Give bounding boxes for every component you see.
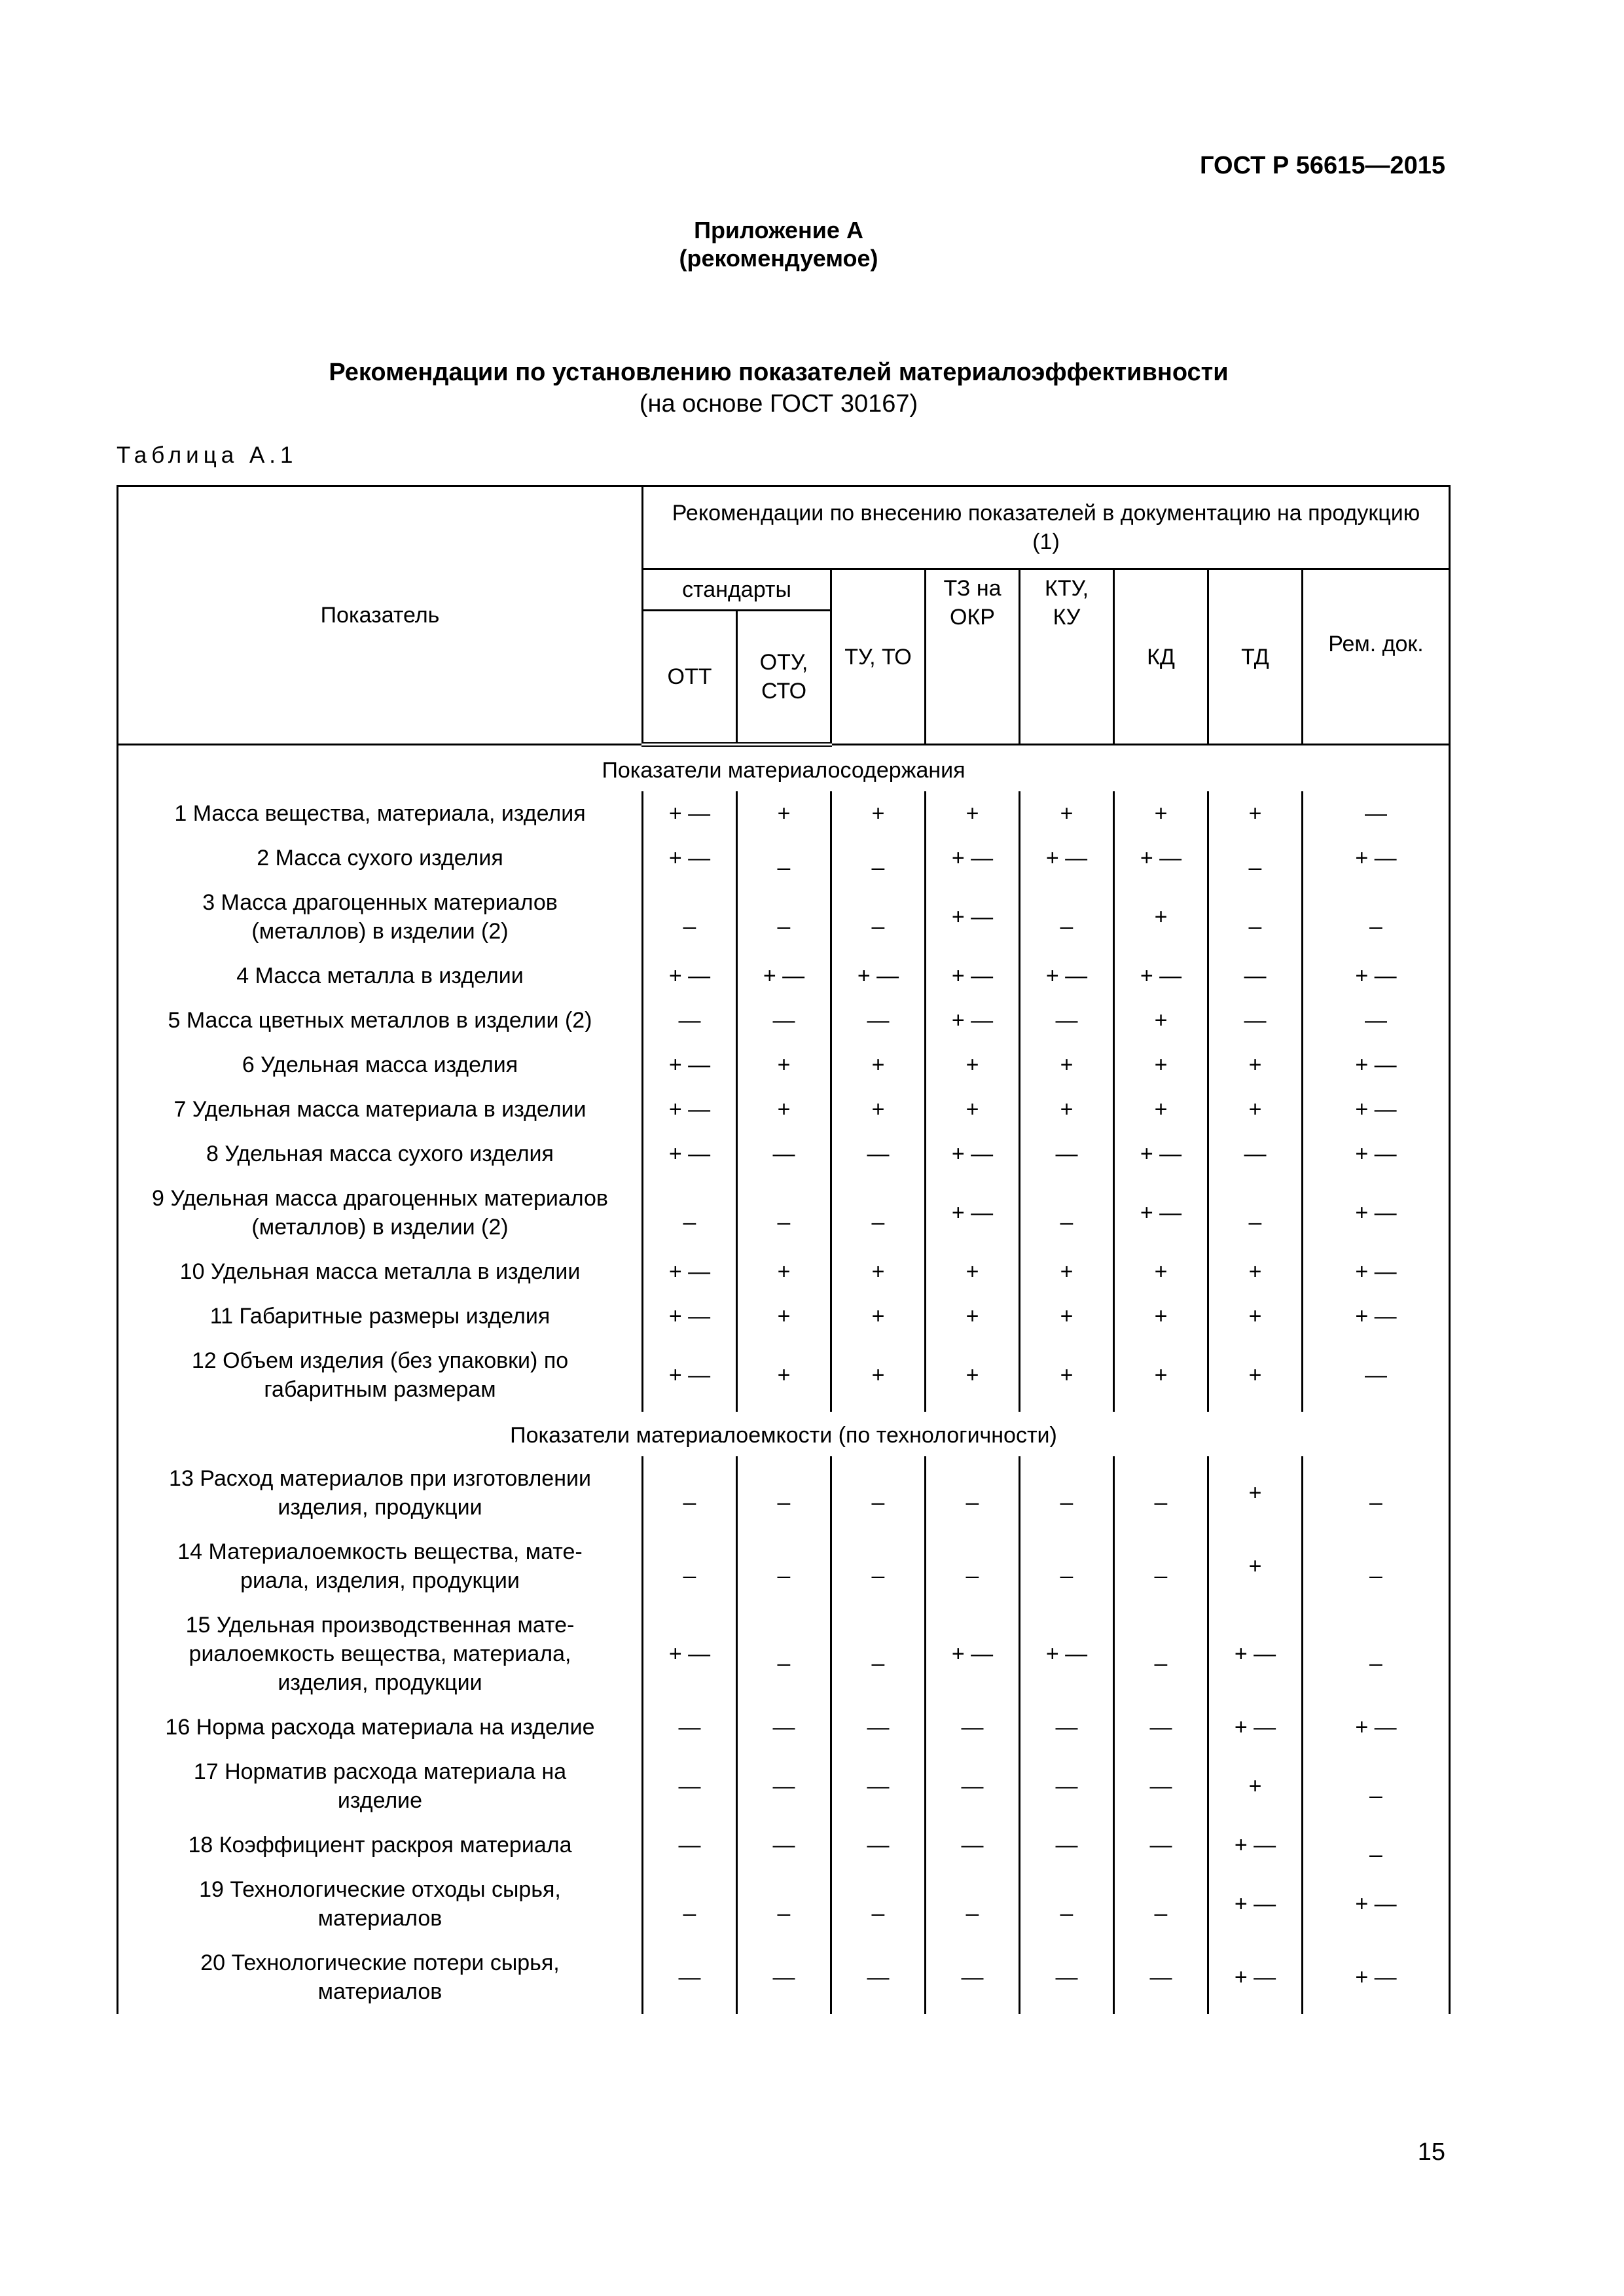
recommendation-cell: + — xyxy=(1208,1941,1303,2014)
recommendation-cell: _ xyxy=(1303,880,1450,954)
recommendation-cell: — xyxy=(1020,1705,1114,1749)
recommendation-cell: — xyxy=(643,1941,737,2014)
recommendation-cell: + — xyxy=(1303,1176,1450,1249)
recommendation-cell: _ xyxy=(1020,1176,1114,1249)
recommendation-cell: _ xyxy=(737,1176,831,1249)
recommendation-cell: _ xyxy=(1114,1867,1208,1941)
section-title: Показатели материалосодержания xyxy=(118,745,1450,792)
recommendation-cell: + — xyxy=(737,954,831,998)
recommendation-cell: — xyxy=(643,1823,737,1867)
indicator-name: 10 Удельная масса металла в изделии xyxy=(118,1249,643,1294)
recommendation-cell: + — xyxy=(643,1338,737,1412)
recommendation-cell: — xyxy=(926,1749,1020,1823)
recommendation-cell: + xyxy=(1020,791,1114,836)
recommendation-cell: _ xyxy=(1114,1603,1208,1705)
recommendation-cell: + xyxy=(737,791,831,836)
recommendation-cell: _ xyxy=(643,1176,737,1249)
section-row xyxy=(118,1412,1450,1456)
recommendation-cell: _ xyxy=(831,880,926,954)
recommendation-cell: + — xyxy=(1303,1294,1450,1338)
recommendation-cell: — xyxy=(1020,998,1114,1043)
recommendation-cell: — xyxy=(1208,998,1303,1043)
recommendation-cell: + xyxy=(926,1338,1020,1412)
recommendation-cell: _ xyxy=(1114,1456,1208,1530)
table-row xyxy=(118,1338,1450,1412)
indicator-name: 14 Материалоемкость вещества, мате- риала, изделия, продукции xyxy=(118,1530,643,1603)
recommendation-cell: + — xyxy=(643,791,737,836)
indicator-name: 6 Удельная масса изделия xyxy=(118,1043,643,1087)
recommendation-cell: + xyxy=(1020,1043,1114,1087)
recommendation-cell: + — xyxy=(1208,1823,1303,1867)
column-header: ОТТ xyxy=(643,611,737,745)
recommendation-cell: + — xyxy=(926,1132,1020,1176)
table-row xyxy=(118,1132,1450,1176)
recommendation-cell: + xyxy=(737,1338,831,1412)
table-row xyxy=(118,1249,1450,1294)
annex-status: (рекомендуемое) xyxy=(679,245,878,272)
table-row xyxy=(118,1087,1450,1132)
column-header: КТУ, КУ xyxy=(1020,569,1114,745)
indicator-name: 3 Масса драгоценных материалов (металлов) в изделии (2) xyxy=(118,880,643,954)
recommendation-cell: + xyxy=(926,1249,1020,1294)
recommendation-cell: _ xyxy=(643,1530,737,1603)
indicator-name: 19 Технологические отходы сырья, материалов xyxy=(118,1867,643,1941)
recommendation-cell: — xyxy=(1208,954,1303,998)
section-title: Рекомендации по установлению показателей материалоэффективности xyxy=(329,359,1229,386)
recommendation-cell: — xyxy=(926,1823,1020,1867)
recommendation-cell: — xyxy=(1020,1132,1114,1176)
recommendation-cell: _ xyxy=(831,836,926,880)
recommendation-cell: — xyxy=(737,998,831,1043)
table-row xyxy=(118,1941,1450,2014)
recommendation-cell: + xyxy=(1208,1043,1303,1087)
column-header: ТЗ на ОКР xyxy=(926,569,1020,745)
recommendation-cell: + — xyxy=(1303,1941,1450,2014)
recommendation-cell: — xyxy=(643,1749,737,1823)
table-row xyxy=(118,998,1450,1043)
indicator-name: 8 Удельная масса сухого изделия xyxy=(118,1132,643,1176)
recommendation-cell: + xyxy=(737,1249,831,1294)
document-code: ГОСТ Р 56615—2015 xyxy=(1200,152,1445,179)
recommendation-cell: + — xyxy=(831,954,926,998)
recommendation-cell: + xyxy=(926,1294,1020,1338)
table-row xyxy=(118,1530,1450,1603)
recommendation-cell: — xyxy=(831,1941,926,2014)
recommendation-cell: + xyxy=(1208,791,1303,836)
annex-title: Приложение А xyxy=(694,217,863,243)
recommendation-cell: _ xyxy=(1020,880,1114,954)
recommendation-cell: + xyxy=(1114,1043,1208,1087)
recommendation-cell: + xyxy=(926,1087,1020,1132)
recommendation-cell: _ xyxy=(926,1456,1020,1530)
indicator-name: 15 Удельная производственная мате- риалоемкость вещества, материала, изделия, продукции xyxy=(118,1603,643,1705)
recommendation-cell: + xyxy=(737,1043,831,1087)
recommendations-table xyxy=(117,485,1451,2014)
recommendation-cell: + — xyxy=(1114,1132,1208,1176)
recommendations-group-header: Рекомендации по внесению показателей в документацию на продукцию (1) xyxy=(643,486,1450,569)
recommendation-cell: _ xyxy=(1303,1530,1450,1603)
recommendation-cell: — xyxy=(926,1705,1020,1749)
recommendation-cell: — xyxy=(1303,1338,1450,1412)
recommendation-cell: _ xyxy=(737,1603,831,1705)
recommendation-cell: — xyxy=(1303,791,1450,836)
recommendation-cell: + — xyxy=(1208,1603,1303,1705)
recommendation-cell: _ xyxy=(831,1176,926,1249)
recommendation-cell: + — xyxy=(1303,1043,1450,1087)
table-row xyxy=(118,1043,1450,1087)
annex-heading xyxy=(0,216,1557,272)
recommendation-cell: + xyxy=(1020,1249,1114,1294)
recommendation-cell: + xyxy=(1020,1338,1114,1412)
recommendation-cell: + — xyxy=(643,836,737,880)
recommendation-cell: + xyxy=(737,1087,831,1132)
section-title: Показатели материалоемкости (по технологичности) xyxy=(118,1412,1450,1456)
table-row xyxy=(118,954,1450,998)
recommendation-cell: + xyxy=(1114,791,1208,836)
recommendation-cell: + xyxy=(1208,1087,1303,1132)
recommendation-cell: _ xyxy=(1020,1456,1114,1530)
recommendation-cell: + — xyxy=(926,1603,1020,1705)
table-body xyxy=(118,745,1450,2015)
recommendation-cell: _ xyxy=(831,1456,926,1530)
recommendation-cell: + — xyxy=(1020,1603,1114,1705)
recommendation-cell: _ xyxy=(737,1530,831,1603)
indicator-name: 17 Норматив расхода материала на изделие xyxy=(118,1749,643,1823)
recommendation-cell: + xyxy=(831,791,926,836)
indicator-name: 20 Технологические потери сырья, материалов xyxy=(118,1941,643,2014)
recommendation-cell: + xyxy=(1114,1249,1208,1294)
recommendation-cell: + xyxy=(1020,1087,1114,1132)
recommendation-cell: + — xyxy=(643,1603,737,1705)
recommendation-cell: + — xyxy=(643,954,737,998)
recommendation-cell: — xyxy=(1114,1749,1208,1823)
recommendation-cell: + xyxy=(737,1294,831,1338)
recommendation-cell: _ xyxy=(1208,880,1303,954)
indicator-column-header: Показатель xyxy=(118,486,643,745)
indicator-name: 9 Удельная масса драгоценных материалов (металлов) в изделии (2) xyxy=(118,1176,643,1249)
recommendation-cell: _ xyxy=(643,1867,737,1941)
recommendation-cell: _ xyxy=(1303,1603,1450,1705)
recommendation-cell: — xyxy=(737,1749,831,1823)
recommendation-cell: _ xyxy=(831,1867,926,1941)
table-row xyxy=(118,1705,1450,1749)
recommendation-cell: + — xyxy=(643,1294,737,1338)
recommendation-cell: _ xyxy=(737,880,831,954)
recommendation-cell: _ xyxy=(1020,1530,1114,1603)
recommendation-cell: — xyxy=(1303,998,1450,1043)
recommendation-cell: _ xyxy=(1020,1867,1114,1941)
recommendation-cell: + — xyxy=(1303,954,1450,998)
recommendation-cell: _ xyxy=(1303,1823,1450,1867)
indicator-name: 4 Масса металла в изделии xyxy=(118,954,643,998)
recommendation-cell: + — xyxy=(1303,1705,1450,1749)
recommendation-cell: + — xyxy=(926,880,1020,954)
recommendation-cell: + xyxy=(831,1249,926,1294)
recommendation-cell: + — xyxy=(643,1132,737,1176)
recommendation-cell: + xyxy=(1208,1530,1303,1603)
recommendation-cell: — xyxy=(926,1941,1020,2014)
recommendation-cell: + — xyxy=(1303,1867,1450,1941)
standards-group-header: стандарты xyxy=(643,569,831,611)
recommendation-cell: — xyxy=(1114,1705,1208,1749)
recommendation-cell: — xyxy=(737,1132,831,1176)
recommendation-cell: _ xyxy=(737,1456,831,1530)
indicator-name: 16 Норма расхода материала на изделие xyxy=(118,1705,643,1749)
table-row xyxy=(118,880,1450,954)
recommendation-cell: — xyxy=(831,1705,926,1749)
recommendation-cell: — xyxy=(1114,1823,1208,1867)
recommendation-cell: — xyxy=(831,1823,926,1867)
column-header: ТУ, ТО xyxy=(831,569,926,745)
recommendation-cell: + xyxy=(1114,998,1208,1043)
recommendation-cell: _ xyxy=(737,1867,831,1941)
recommendation-cell: + xyxy=(1114,1087,1208,1132)
recommendation-cell: + — xyxy=(926,1176,1020,1249)
recommendation-cell: — xyxy=(831,1749,926,1823)
recommendation-cell: — xyxy=(831,998,926,1043)
recommendation-cell: + xyxy=(1208,1294,1303,1338)
recommendation-cell: + — xyxy=(1114,954,1208,998)
recommendation-cell: + — xyxy=(643,1043,737,1087)
recommendation-cell: + — xyxy=(1020,954,1114,998)
recommendation-cell: + — xyxy=(1114,836,1208,880)
recommendation-cell: _ xyxy=(926,1867,1020,1941)
recommendation-cell: + — xyxy=(926,836,1020,880)
table-row xyxy=(118,1749,1450,1823)
recommendation-cell: + — xyxy=(1303,1249,1450,1294)
recommendation-cell: + xyxy=(1208,1338,1303,1412)
section-subtitle: (на основе ГОСТ 30167) xyxy=(639,390,918,418)
recommendation-cell: + xyxy=(926,791,1020,836)
recommendation-cell: + xyxy=(1208,1456,1303,1530)
indicator-name: 1 Масса вещества, материала, изделия xyxy=(118,791,643,836)
table-row xyxy=(118,1867,1450,1941)
recommendation-cell: + — xyxy=(1303,1132,1450,1176)
table-row xyxy=(118,1456,1450,1530)
recommendation-cell: + xyxy=(1208,1749,1303,1823)
recommendation-cell: + xyxy=(831,1087,926,1132)
recommendation-cell: _ xyxy=(831,1530,926,1603)
recommendation-cell: + xyxy=(1114,880,1208,954)
recommendation-cell: + — xyxy=(643,1249,737,1294)
indicator-name: 7 Удельная масса материала в изделии xyxy=(118,1087,643,1132)
recommendation-cell: _ xyxy=(643,880,737,954)
table-row xyxy=(118,1294,1450,1338)
recommendation-cell: — xyxy=(643,1705,737,1749)
table-row xyxy=(118,1823,1450,1867)
recommendation-cell: + xyxy=(831,1294,926,1338)
recommendation-cell: _ xyxy=(737,836,831,880)
table-row xyxy=(118,836,1450,880)
table-caption: Таблица А.1 xyxy=(117,442,298,468)
recommendation-cell: + — xyxy=(1114,1176,1208,1249)
recommendation-cell: _ xyxy=(643,1456,737,1530)
recommendation-cell: — xyxy=(1208,1132,1303,1176)
recommendation-cell: + — xyxy=(1303,836,1450,880)
recommendation-cell: — xyxy=(831,1132,926,1176)
indicator-name: 2 Масса сухого изделия xyxy=(118,836,643,880)
recommendation-cell: — xyxy=(1020,1823,1114,1867)
column-header: КД xyxy=(1114,569,1208,745)
recommendation-cell: + — xyxy=(926,954,1020,998)
section-row xyxy=(118,745,1450,792)
recommendation-cell: — xyxy=(1114,1941,1208,2014)
table-row xyxy=(118,1603,1450,1705)
recommendation-cell: + — xyxy=(1208,1705,1303,1749)
recommendation-cell: — xyxy=(1020,1749,1114,1823)
indicator-name: 11 Габаритные размеры изделия xyxy=(118,1294,643,1338)
indicator-name: 18 Коэффициент раскроя материала xyxy=(118,1823,643,1867)
recommendation-cell: _ xyxy=(926,1530,1020,1603)
recommendation-cell: _ xyxy=(831,1603,926,1705)
recommendation-cell: + — xyxy=(1303,1087,1450,1132)
page-number: 15 xyxy=(1417,2138,1445,2166)
recommendation-cell: + xyxy=(831,1338,926,1412)
recommendation-cell: + — xyxy=(926,998,1020,1043)
recommendation-cell: + xyxy=(831,1043,926,1087)
recommendation-cell: + xyxy=(1020,1294,1114,1338)
recommendation-cell: + xyxy=(926,1043,1020,1087)
recommendation-cell: + — xyxy=(1020,836,1114,880)
column-header: ТД xyxy=(1208,569,1303,745)
recommendation-cell: + xyxy=(1208,1249,1303,1294)
recommendation-cell: _ xyxy=(1208,836,1303,880)
recommendation-cell: _ xyxy=(1114,1530,1208,1603)
recommendation-cell: — xyxy=(1020,1941,1114,2014)
recommendation-cell: _ xyxy=(1303,1456,1450,1530)
recommendation-cell: — xyxy=(737,1823,831,1867)
recommendation-cell: + — xyxy=(1208,1867,1303,1941)
recommendation-cell: — xyxy=(643,998,737,1043)
column-header: Рем. док. xyxy=(1303,569,1450,745)
indicator-name: 5 Масса цветных металлов в изделии (2) xyxy=(118,998,643,1043)
recommendation-cell: + — xyxy=(643,1087,737,1132)
column-header: ОТУ, СТО xyxy=(737,611,831,745)
table-row xyxy=(118,791,1450,836)
indicator-name: 12 Объем изделия (без упаковки) по габаритным размерам xyxy=(118,1338,643,1412)
indicator-name: 13 Расход материалов при изготовлении изделия, продукции xyxy=(118,1456,643,1530)
recommendation-cell: _ xyxy=(1303,1749,1450,1823)
recommendation-cell: — xyxy=(737,1941,831,2014)
recommendation-cell: + xyxy=(1114,1294,1208,1338)
table-row xyxy=(118,1176,1450,1249)
recommendation-cell: — xyxy=(737,1705,831,1749)
recommendation-cell: _ xyxy=(1208,1176,1303,1249)
recommendation-cell: + xyxy=(1114,1338,1208,1412)
